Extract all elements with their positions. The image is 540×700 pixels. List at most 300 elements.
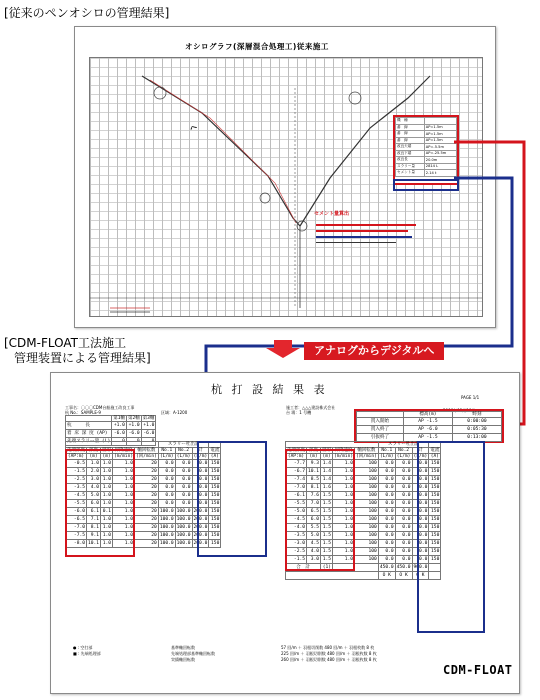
table-cell: 20 xyxy=(135,476,159,484)
table-cell: -3.0 xyxy=(286,540,307,548)
table-cell: 0.0 xyxy=(395,556,412,564)
time-cell: 0:05:30 xyxy=(452,426,501,434)
table-cell: 150 xyxy=(429,468,441,476)
summary-row-label: 杭 長 xyxy=(66,422,112,430)
check-no2: O K xyxy=(395,572,412,580)
table-cell: -6.0 xyxy=(66,508,87,516)
summary-cell: -6.0 xyxy=(141,430,156,438)
withdrawal-slurry-highlight xyxy=(417,441,485,633)
table-cell: 0.0 xyxy=(395,540,412,548)
column-unit: (AP:m) xyxy=(286,454,307,460)
table-cell: -7.4 xyxy=(286,476,307,484)
table-cell: 0.0 xyxy=(175,484,192,492)
table-cell: 20 xyxy=(135,540,159,548)
table-cell: 9.3 xyxy=(307,460,321,468)
table-cell: 100 xyxy=(355,556,379,564)
record-date: 2006年03月10日 xyxy=(443,408,476,413)
table-cell: 0.0 xyxy=(395,484,412,492)
table-cell: 1.4 xyxy=(321,468,333,476)
table-cell: 150 xyxy=(209,516,221,524)
table-cell: -4.5 xyxy=(286,516,307,524)
column-header: 軸回転数 xyxy=(135,448,159,454)
column-header: 電流 xyxy=(210,448,220,453)
table-cell: 0.0 xyxy=(412,540,429,548)
column-header: 深度 xyxy=(307,448,321,454)
table-cell: 1.5 xyxy=(321,548,333,556)
info-label: 改良長 xyxy=(396,157,425,164)
table-cell: 0.0 xyxy=(192,484,209,492)
table-cell: 1.0 xyxy=(113,468,135,476)
table-cell: 20 xyxy=(135,524,159,532)
column-header: No.2 xyxy=(395,448,412,454)
table-cell: 0.0 xyxy=(412,516,429,524)
table-cell: 100 xyxy=(355,508,379,516)
table-cell: 0.0 xyxy=(395,516,412,524)
table-cell: -2.5 xyxy=(286,548,307,556)
column-unit: (回/min) xyxy=(356,454,377,459)
table-cell: 4.5 xyxy=(307,540,321,548)
table-cell: -3.5 xyxy=(286,532,307,540)
table-cell: 150 xyxy=(429,540,441,548)
info-value: 2814 L xyxy=(424,163,456,170)
table-cell: 1.0 xyxy=(333,548,355,556)
summary-cell: -6.0 xyxy=(112,430,127,438)
table-cell: 1.0 xyxy=(113,540,135,548)
table-cell: 0.0 xyxy=(395,476,412,484)
table-cell: 0.0 xyxy=(378,524,395,532)
table-cell: 0.0 xyxy=(192,476,209,484)
table-cell: 1.5 xyxy=(321,540,333,548)
heading-cdm-float-line2: 管理装置による管理結果] xyxy=(14,351,151,365)
table-cell: 150 xyxy=(429,500,441,508)
table-cell: 100.0 xyxy=(176,532,191,538)
table-cell: -4.5 xyxy=(66,492,87,500)
column-unit: (m/min) xyxy=(334,454,354,459)
table-cell: 0.0 xyxy=(192,460,209,468)
table-cell: 20 xyxy=(135,532,159,540)
table-cell: 0.0 xyxy=(378,508,395,516)
summary-cell: +1.0 xyxy=(126,422,141,430)
table-cell: -3.5 xyxy=(66,484,87,492)
info-value: AP=-5.5m xyxy=(424,144,456,151)
totals-no1: 450.0 xyxy=(379,564,394,570)
table-cell: 150 xyxy=(429,548,441,556)
table-cell: 20 xyxy=(135,508,159,516)
column-unit: (A) xyxy=(210,454,219,459)
column-unit: (回/min) xyxy=(136,454,157,459)
table-cell: 8.5 xyxy=(307,476,321,484)
table-cell: 1.0 xyxy=(333,524,355,532)
table-cell: 150 xyxy=(429,524,441,532)
time-table-highlight xyxy=(354,409,504,443)
table-cell: 10.1 xyxy=(308,468,320,474)
table-cell: 1.0 xyxy=(113,492,135,500)
table-cell: 6.1 xyxy=(87,508,101,516)
summary-col-header: 第1軸 xyxy=(113,416,125,421)
table-cell: 1.0 xyxy=(101,500,113,508)
info-value: AP=1.5m xyxy=(424,131,456,138)
table-cell: 0.0 xyxy=(412,476,429,484)
table-cell: 100.0 xyxy=(176,524,191,530)
analog-to-digital-banner: アナログからデジタルへ xyxy=(304,342,444,360)
table-cell: 1.0 xyxy=(333,500,355,508)
table-cell: 150 xyxy=(209,532,221,540)
table-cell: 0.0 xyxy=(158,484,175,492)
footer-value-2: 225 回/m ＋ 羽根切削数 480 回/m ＋ 羽根枚数 8 枚 xyxy=(281,651,377,656)
table-cell: 0.0 xyxy=(158,500,175,508)
table-cell: 150 xyxy=(209,468,221,476)
table-cell: 150 xyxy=(209,492,221,500)
table-cell: -6.7 xyxy=(286,468,307,476)
column-header: 昇降速度 xyxy=(114,448,133,453)
table-cell: 1.0 xyxy=(333,556,355,564)
table-cell: 1.0 xyxy=(113,508,135,516)
time-row xyxy=(357,426,502,434)
table-cell: 100 xyxy=(355,532,379,540)
table-cell: 6.0 xyxy=(307,516,321,524)
table-cell: 1.4 xyxy=(321,476,333,484)
check-sum: O K xyxy=(412,572,429,580)
summary-cell: +1.0 xyxy=(112,422,127,430)
column-header: 先端深度 xyxy=(67,448,85,453)
table-cell: -2.5 xyxy=(66,476,87,484)
table-cell: 0.0 xyxy=(395,548,412,556)
column-header: No.1 xyxy=(378,448,395,454)
info-label: 機 種 xyxy=(396,118,425,125)
table-cell: -5.5 xyxy=(66,500,87,508)
table-cell: 1.0 xyxy=(333,532,355,540)
table-cell: 100 xyxy=(355,540,379,548)
table-cell: -7.7 xyxy=(286,460,307,468)
table-cell: -5.5 xyxy=(286,500,307,508)
table-cell: 0.0 xyxy=(412,468,429,476)
table-cell: 0.0 xyxy=(192,468,209,476)
table-cell: 100.0 xyxy=(176,508,191,514)
table-cell: 20 xyxy=(135,500,159,508)
column-header: 電流 xyxy=(430,448,440,453)
column-unit: (L/m) xyxy=(413,454,428,459)
table-cell: 100 xyxy=(355,460,379,468)
time-cell: 0:13:00 xyxy=(452,434,501,442)
slurry-columns-highlight xyxy=(197,441,267,557)
time-row xyxy=(357,418,502,426)
summary-cell: 0 xyxy=(126,438,141,446)
table-cell: 0.0 xyxy=(158,492,175,500)
time-cell: 貫入開始 xyxy=(357,418,404,426)
table-cell: 100 xyxy=(355,548,379,556)
table-cell: 150 xyxy=(429,532,441,540)
footer-label-1: 基準軸回転数 xyxy=(171,645,195,650)
table-cell: 100 xyxy=(355,516,379,524)
table-cell: 100.0 xyxy=(176,540,191,546)
table-cell: 150 xyxy=(209,500,221,508)
time-col-header: 時刻 xyxy=(452,412,501,418)
table-cell: 0.0 xyxy=(412,548,429,556)
table-cell: 0.0 xyxy=(175,476,192,484)
table-cell: 0.0 xyxy=(378,484,395,492)
table-cell: 20 xyxy=(135,516,159,524)
totals-count: (1) xyxy=(321,564,333,572)
table-cell: 1.0 xyxy=(101,468,113,476)
info-value: AP=1.5m xyxy=(424,124,456,131)
table-cell: 2.0 xyxy=(87,468,101,476)
totals-sum: 900.0 xyxy=(413,564,428,570)
column-unit: (m/min) xyxy=(114,454,134,459)
table-cell: 0.0 xyxy=(412,556,429,564)
table-cell: 1.5 xyxy=(321,532,333,540)
table-cell: 0.0 xyxy=(412,492,429,500)
table-cell: 150 xyxy=(429,484,441,492)
table-cell: 100.0 xyxy=(159,532,174,538)
table-cell: 150 xyxy=(429,460,441,468)
table-cell: 8.1 xyxy=(87,524,101,532)
table-cell: 3.0 xyxy=(307,556,321,564)
totals-no2: 450.0 xyxy=(396,564,411,570)
table-cell: 0.0 xyxy=(395,468,412,476)
footer-value-1: 57 回/m ＋ 羽根切削数 480 回/m ＋ 羽根枚数 8 枚 xyxy=(281,645,375,650)
table-cell: -4.0 xyxy=(286,524,307,532)
table-cell: 1.0 xyxy=(333,476,355,484)
table-cell: 0.0 xyxy=(395,460,412,468)
table-cell: 1.0 xyxy=(113,524,135,532)
summary-row xyxy=(66,430,156,438)
table-cell: 20 xyxy=(135,460,159,468)
info-label: 改良天端 xyxy=(396,144,425,151)
time-cell: 引抜終了 xyxy=(357,434,404,442)
table-cell: 0.0 xyxy=(378,532,395,540)
footer-value-3: 260 回/m ＋ 羽根切削数 480 回/m ＋ 羽根枚数 8 枚 xyxy=(281,657,377,662)
table-cell: 0.0 xyxy=(158,468,175,476)
withdrawal-depth-highlight xyxy=(285,449,355,571)
summary-row xyxy=(66,422,156,430)
table-cell: 0.0 xyxy=(175,492,192,500)
column-unit: (L/m) xyxy=(193,454,208,459)
footer-label-3: 実績軸回転数 xyxy=(171,657,195,662)
time-cell: AP -6.0 xyxy=(403,426,452,434)
table-cell: 6.0 xyxy=(87,500,101,508)
table-cell: 100 xyxy=(355,468,379,476)
column-header: 層厚 xyxy=(102,448,112,453)
table-cell: 150 xyxy=(429,508,441,516)
table-cell: 4.0 xyxy=(307,548,321,556)
table-cell: 100 xyxy=(355,492,379,500)
record-page: PAGE 1/1 xyxy=(461,395,480,400)
table-cell: 3.0 xyxy=(87,476,101,484)
record-pile-no: 杭 No.：SAMPLE-9 xyxy=(65,410,101,415)
column-header: 計 xyxy=(192,448,209,454)
table-cell: 0.0 xyxy=(412,500,429,508)
table-cell: 1.5 xyxy=(321,508,333,516)
info-value: 2.14 t xyxy=(424,170,456,177)
record-title: 杭 打 設 結 果 表 xyxy=(211,383,328,396)
table-cell: 0.0 xyxy=(395,508,412,516)
heading-cdm-float-line1: [CDM-FLOAT工法施工 xyxy=(4,336,126,350)
summary-cell: 0 xyxy=(112,438,127,446)
summary-row-label: 先端スラリー量 (L) xyxy=(67,438,111,444)
table-cell: 7.6 xyxy=(307,492,321,500)
column-header: No.2 xyxy=(175,448,192,454)
table-cell: 100 xyxy=(355,524,379,532)
record-contractor: 施工者：△△△建設株式会社 xyxy=(286,405,336,410)
column-header: 先端深度 xyxy=(287,448,305,453)
table-cell: 100 xyxy=(355,476,379,484)
info-label: 番 線 xyxy=(396,124,425,131)
column-header: No.1 xyxy=(158,448,175,454)
table-cell: 1.0 xyxy=(333,460,355,468)
table-cell: 0.0 xyxy=(395,492,412,500)
table-cell: 1.0 xyxy=(113,532,135,540)
time-col-header: 標高(m) xyxy=(403,412,452,418)
table-cell: 0.0 xyxy=(378,492,395,500)
table-cell: -8.0 xyxy=(66,540,87,548)
table-cell: 150 xyxy=(429,516,441,524)
table-cell: 1.0 xyxy=(113,484,135,492)
table-cell: 0.0 xyxy=(378,468,395,476)
summary-cell: 0 xyxy=(141,438,156,446)
table-cell: 1.5 xyxy=(321,524,333,532)
info-value: AP=1.5m xyxy=(424,137,456,144)
summary-cell: +1.0 xyxy=(141,422,156,430)
table-cell: 0.0 xyxy=(175,468,192,476)
table-cell: 0.0 xyxy=(378,540,395,548)
table-cell: 1.0 xyxy=(101,476,113,484)
column-unit: (L/m) xyxy=(379,454,394,459)
table-cell: 1.0 xyxy=(333,516,355,524)
table-cell: 1.6 xyxy=(321,484,333,492)
table-cell: 0.0 xyxy=(412,524,429,532)
info-value: 20.0m xyxy=(424,157,456,164)
table-cell: 150 xyxy=(209,524,221,532)
table-cell: 1.0 xyxy=(101,532,113,540)
table-cell: 1.0 xyxy=(101,516,113,524)
table-cell: 1.0 xyxy=(101,540,113,548)
footer-label-2: 先端処理部基準軸回転数 xyxy=(171,651,215,656)
table-cell: 150 xyxy=(209,460,221,468)
table-cell: -6.5 xyxy=(66,516,87,524)
table-cell: 200.0 xyxy=(193,540,208,546)
table-cell: 200.0 xyxy=(193,532,208,538)
table-cell: 200.0 xyxy=(193,508,208,514)
table-cell: -6.1 xyxy=(286,492,307,500)
table-cell: 6.5 xyxy=(307,508,321,516)
table-cell: 0.0 xyxy=(175,500,192,508)
table-cell: 1.0 xyxy=(101,492,113,500)
table-cell: 0.0 xyxy=(412,532,429,540)
table-cell: 0.0 xyxy=(395,532,412,540)
table-cell: 0.0 xyxy=(378,476,395,484)
table-cell: 0.0 xyxy=(395,524,412,532)
table-cell: 100.0 xyxy=(159,516,174,522)
column-unit: (A) xyxy=(430,454,439,459)
legend-tip-treatment: ■ : 先端処理部 xyxy=(73,651,101,656)
table-cell: -5.0 xyxy=(286,508,307,516)
table-cell: 150 xyxy=(209,484,221,492)
table-cell: 0.0 xyxy=(412,508,429,516)
depth-columns-highlight xyxy=(65,449,135,557)
slurry-header: スラリー吐出量 xyxy=(158,442,209,448)
table-cell: -7.0 xyxy=(286,484,307,492)
table-cell: 200.0 xyxy=(193,524,208,530)
table-cell: 20 xyxy=(135,484,159,492)
table-cell: 5.0 xyxy=(307,532,321,540)
check-no1: O K xyxy=(378,572,395,580)
table-cell: 1.5 xyxy=(321,492,333,500)
table-cell: -0.5 xyxy=(66,460,87,468)
table-cell: 8.1 xyxy=(307,484,321,492)
table-cell: 7.1 xyxy=(87,516,101,524)
table-cell: 0.0 xyxy=(175,460,192,468)
table-cell: 0.0 xyxy=(378,500,395,508)
summary-col-header: 第3軸 xyxy=(142,416,155,421)
table-cell: 0.0 xyxy=(158,476,175,484)
table-cell: 0.0 xyxy=(412,460,429,468)
info-value: AP=-25.5m xyxy=(424,150,456,157)
table-cell: 1.0 xyxy=(113,500,135,508)
column-unit: (m) xyxy=(307,454,321,460)
time-cell: AP -1.5 xyxy=(403,418,452,426)
table-cell: 1.5 xyxy=(321,556,333,564)
table-cell: 100.0 xyxy=(176,516,191,522)
table-cell: 7.0 xyxy=(307,500,321,508)
cdm-float-logo: CDM-FLOAT xyxy=(443,663,513,677)
table-cell: 1.4 xyxy=(321,460,333,468)
table-cell: 1.0 xyxy=(87,460,101,468)
table-cell: 150 xyxy=(429,476,441,484)
table-cell: 5.0 xyxy=(87,492,101,500)
down-arrow-icon xyxy=(266,340,300,358)
table-cell: 1.0 xyxy=(101,524,113,532)
table-cell: 1.0 xyxy=(113,516,135,524)
table-cell: 1.0 xyxy=(333,540,355,548)
table-cell: 1.0 xyxy=(101,484,113,492)
table-cell: 0.0 xyxy=(378,556,395,564)
column-unit: (L/m) xyxy=(159,454,174,459)
column-unit: (m) xyxy=(102,454,111,459)
table-cell: 1.5 xyxy=(321,516,333,524)
table-cell: 1.0 xyxy=(113,476,135,484)
table-cell: 0.0 xyxy=(412,484,429,492)
record-ship: 台 場：1 号機 xyxy=(286,410,312,415)
table-cell: 9.1 xyxy=(87,532,101,540)
table-cell: 0.0 xyxy=(192,492,209,500)
slurry-header-2: スラリー吐出量 xyxy=(378,442,429,448)
table-cell: 1.0 xyxy=(333,468,355,476)
table-cell: 1.0 xyxy=(333,492,355,500)
table-cell: 150 xyxy=(429,492,441,500)
table-cell: 20 xyxy=(135,468,159,476)
column-unit: (m) xyxy=(87,454,101,460)
table-cell: -1.5 xyxy=(66,468,87,476)
table-cell: 100.0 xyxy=(159,508,174,514)
time-cell: 貫入終了 xyxy=(357,426,404,434)
table-cell: -1.5 xyxy=(286,556,307,564)
table-cell: 150 xyxy=(209,476,221,484)
info-label: 改良下端 xyxy=(396,150,425,157)
column-unit: (L/m) xyxy=(176,454,191,459)
table-cell: 0.0 xyxy=(378,516,395,524)
table-cell: 150 xyxy=(209,540,221,548)
time-table xyxy=(356,411,502,442)
table-cell: 100.0 xyxy=(159,540,174,546)
record-project: 工事名：〇〇〇CDM台船施工改良工事 xyxy=(65,405,135,410)
digital-record-sheet xyxy=(50,372,520,694)
column-header: 計 xyxy=(412,448,429,454)
heading-conventional: [従来のペンオシロの管理結果] xyxy=(4,6,170,20)
column-unit: (L/m) xyxy=(396,454,411,459)
time-cell: 0:00:00 xyxy=(452,418,501,426)
table-cell: 5.5 xyxy=(307,524,321,532)
column-header: 昇降速度 xyxy=(334,448,353,453)
